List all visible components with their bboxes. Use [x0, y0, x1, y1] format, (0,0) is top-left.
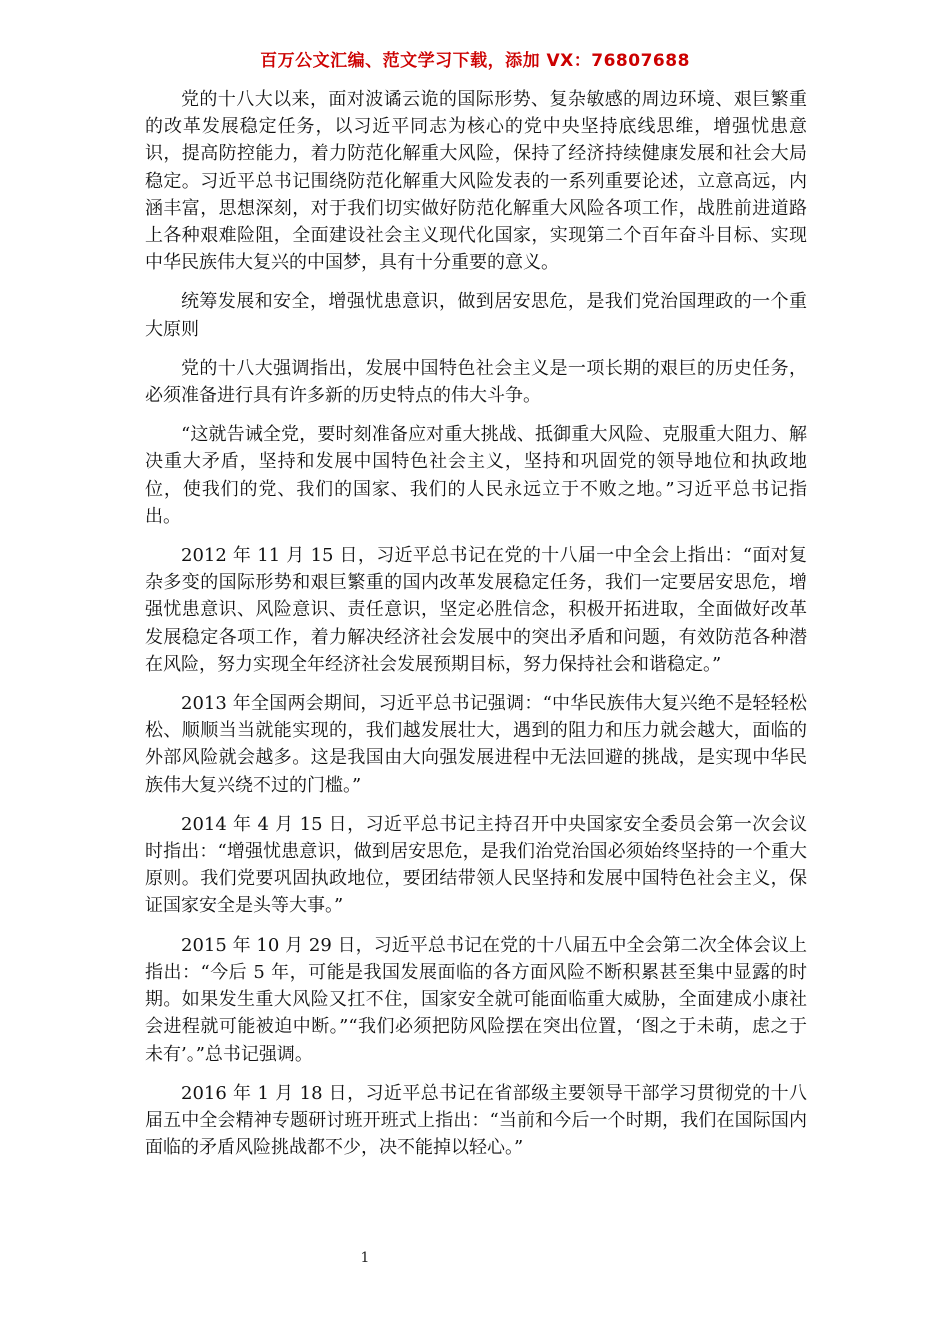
paragraph-2012: 2012 年 11 月 15 日，习近平总书记在党的十八届一中全会上指出：“面对复杂多变的国际形势和艰巨繁重的国内改革发展稳定任务，我们一定要居安思危，增强忧患意识、风险意识、责任意识，坚定必胜信念，积极开拓进取，全面做好改革发展稳定各项工作，着力解决经济社会发展中的突出矛盾和问题，有效防范各种潜在风险，努力实现全年经济社会发展预期目标，努力保持社会和谐稳定。” — [145, 545, 807, 675]
paragraph: 党的十八大强调指出，发展中国特色社会主义是一项长期的艰巨的历史任务，必须准备进行具有许多新的历史特点的伟大斗争。 — [145, 357, 807, 407]
paragraph-2014: 2014 年 4 月 15 日，习近平总书记主持召开中央国家安全委员会第一次会议时指出：“增强忧患意识，做到居安思危，是我们治党治国必须始终坚持的一个重大原则。我们党要巩固执政地位，要团结带领人民坚持和发展中国特色社会主义，保证国家安全是头等大事。” — [145, 813, 807, 917]
paragraph-section-heading: 统筹发展和安全，增强忧患意识，做到居安思危，是我们党治国理政的一个重大原则 — [145, 291, 807, 340]
paragraph-2013: 2013 年全国两会期间，习近平总书记强调：“中华民族伟大复兴绝不是轻轻松松、顺顺当当就能实现的，我们越发展壮大，遇到的阻力和压力就会越大，面临的外部风险就会越多。这是我国由大向强发展进程中无法回避的挑战，是实现中华民族伟大复兴绕不过的门槛。” — [145, 693, 807, 796]
paragraph-intro: 党的十八大以来，面对波谲云诡的国际形势、复杂敏感的周边环境、艰巨繁重的改革发展稳定任务，以习近平同志为核心的党中央坚持底线思维，增强忧患意识，提高防控能力，着力防范化解重大风险，保持了经济持续健康发展和社会大局稳定。习近平总书记围绕防范化解重大风险发表的一系列重要论述，立意高远，内涵丰富，思想深刻，对于我们切实做好防范化解重大风险各项工作，战胜前进道路上各种艰难险阻，全面建设社会主义现代化国家，实现第二个百年奋斗目标、实现中华民族伟大复兴的中国梦，具有十分重要的意义。 — [145, 89, 807, 274]
paragraph-2016: 2016 年 1 月 18 日，习近平总书记在省部级主要领导干部学习贯彻党的十八届五中全会精神专题研讨班开班式上指出：“当前和今后一个时期，我们在国际国内面临的矛盾风险挑战都不少，决不能掉以轻心。” — [145, 1082, 807, 1159]
paragraph-quote: “这就告诫全党，要时刻准备应对重大挑战、抵御重大风险、克服重大阻力、解决重大矛盾，坚持和发展中国特色社会主义，坚持和巩固党的领导地位和执政地位，使我们的党、我们的国家、我们的人民永远立于不败之地。”习近平总书记指出。 — [145, 424, 807, 527]
page-number: 1 — [360, 1250, 370, 1266]
header-banner: 百万公文汇编、范文学习下载，添加 VX：76807688 — [260, 51, 690, 71]
paragraph-2015: 2015 年 10 月 29 日，习近平总书记在党的十八届五中全会第二次全体会议上指出：“今后 5 年，可能是我国发展面临的各方面风险不断积累甚至集中显露的时期。如果发生重大风险又扛不住，国家安全就可能面临重大威胁，全面建成小康社会进程就可能被迫中断。”“我们必须把防风险摆在突出位置，‘图之于未萌，虑之于未有’。”总书记强调。 — [145, 934, 807, 1065]
document-body — [145, 86, 807, 1173]
